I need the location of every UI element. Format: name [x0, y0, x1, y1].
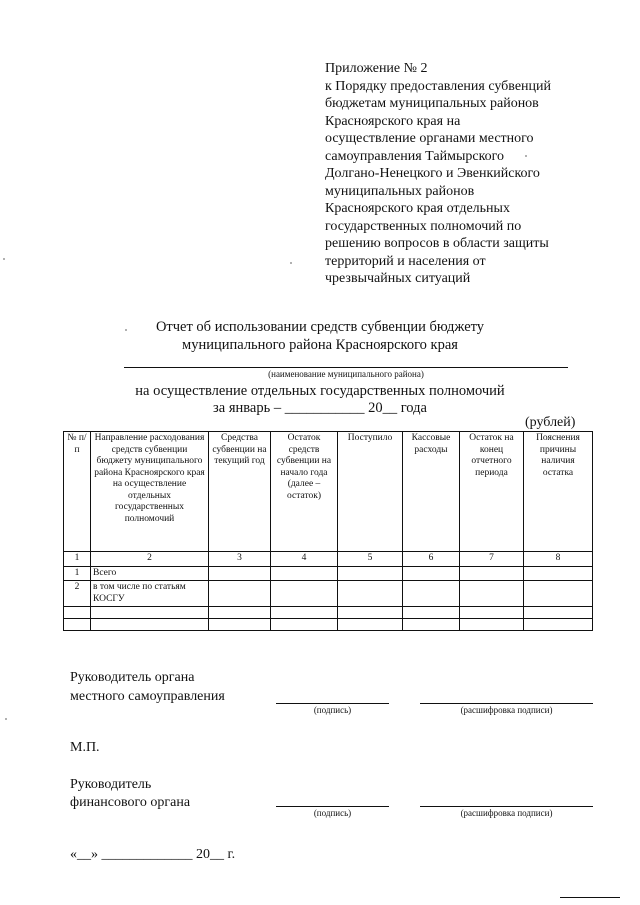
- appendix-line: бюджетам муниципальных районов: [325, 96, 539, 111]
- units-label: (рублей): [525, 415, 576, 430]
- table-cell: [271, 607, 338, 619]
- head-label-line1: Руководитель органа: [70, 670, 195, 685]
- table-cell: [271, 566, 338, 581]
- table-cell: [524, 607, 593, 619]
- appendix-line: Долгано-Ненецкого и Эвенкийского: [325, 166, 540, 181]
- appendix-line: самоуправления Таймырского: [325, 148, 505, 164]
- fin-decode-line: [420, 806, 593, 807]
- date-line: «__» _____________ 20__ г.: [70, 847, 236, 862]
- table-row: [64, 619, 593, 631]
- appendix-line: Красноярского края на: [325, 113, 461, 129]
- table-cell: в том числе по статьям КОСГУ: [91, 581, 209, 607]
- table-cell: [209, 619, 271, 631]
- table-cell: [338, 566, 403, 581]
- table-cell: Направление расходования средств субвенции бюджету муниципального района Красноярского края на осуществление отдельных государственных полномочий: [91, 432, 209, 552]
- district-name-caption: (наименование муниципального района): [268, 369, 424, 379]
- table-cell: [338, 581, 403, 607]
- table-cell: 3: [209, 552, 271, 567]
- table-cell: [524, 619, 593, 631]
- table-cell: 4: [271, 552, 338, 567]
- head-label-line2: местного самоуправления: [70, 689, 225, 704]
- table-cell: [209, 566, 271, 581]
- table-cell: [338, 619, 403, 631]
- table-cell: [403, 581, 460, 607]
- head-signature-caption: (подпись): [313, 705, 352, 715]
- table-cell: Кассовые расходы: [403, 432, 460, 552]
- table-cell: [64, 619, 91, 631]
- scan-speck: [290, 262, 292, 264]
- table-cell: Пояснения причины наличия остатка: [524, 432, 593, 552]
- table-cell: [209, 607, 271, 619]
- table-cell: [460, 566, 524, 581]
- table-header-row: [64, 432, 593, 552]
- report-title-line2: муниципального района Красноярского края: [182, 337, 458, 353]
- table-row: [64, 607, 593, 619]
- appendix-line: чрезвычайных ситуаций: [325, 271, 471, 286]
- report-title-line3: на осуществление отдельных государственных полномочий: [135, 383, 505, 399]
- report-period: за январь – ___________ 20__ года: [213, 400, 427, 416]
- table-cell: 6: [403, 552, 460, 567]
- table-cell: Остаток на конец отчетного периода: [460, 432, 524, 552]
- bottom-rule: [560, 897, 620, 898]
- table-cell: [403, 619, 460, 631]
- table-cell: [460, 619, 524, 631]
- table-row: [64, 566, 593, 581]
- scan-speck: [525, 155, 527, 157]
- table-cell: [271, 619, 338, 631]
- stamp-label: М.П.: [70, 740, 100, 755]
- scan-speck: [5, 718, 7, 720]
- head-signature-line: [276, 703, 389, 704]
- table-cell: [91, 607, 209, 619]
- appendix-line: территорий и населения от: [325, 253, 486, 269]
- table-cell: Всего: [91, 566, 209, 581]
- fin-decode-caption: (расшифровка подписи): [460, 808, 553, 818]
- head-decode-caption: (расшифровка подписи): [460, 705, 553, 715]
- table-cell: 1: [64, 552, 91, 567]
- fin-signature-caption: (подпись): [313, 808, 352, 818]
- table-cell: [209, 581, 271, 607]
- appendix-line: к Порядку предоставления субвенций: [325, 78, 552, 94]
- fin-label-line1: Руководитель: [70, 777, 152, 792]
- table-cell: [460, 581, 524, 607]
- appendix-line: государственных полномочий по: [325, 218, 522, 234]
- appendix-line: Красноярского края отдельных: [325, 201, 510, 216]
- district-name-line: [124, 367, 568, 368]
- report-table: [63, 431, 593, 631]
- table-cell: [403, 607, 460, 619]
- table-cell: 2: [64, 581, 91, 607]
- table-cell: [403, 566, 460, 581]
- appendix-line: Приложение № 2: [325, 61, 428, 76]
- table-cell: 2: [91, 552, 209, 567]
- table-cell: 8: [524, 552, 593, 567]
- table-cell: 7: [460, 552, 524, 567]
- table-cell: [524, 566, 593, 581]
- appendix-line: решению вопросов в области защиты: [325, 236, 549, 251]
- table-cell: № п/п: [64, 432, 91, 552]
- table-cell: [338, 607, 403, 619]
- table-cell: [524, 581, 593, 607]
- table-cell: [91, 619, 209, 631]
- report-title-line1: Отчет об использовании средств субвенции бюджету: [155, 319, 485, 335]
- table-row: [64, 581, 593, 607]
- appendix-line: муниципальных районов: [325, 183, 475, 199]
- table-cell: 5: [338, 552, 403, 567]
- table-number-row: [64, 552, 593, 567]
- table-cell: Поступило: [338, 432, 403, 552]
- table-cell: [271, 581, 338, 607]
- scan-speck: [3, 258, 5, 260]
- table-cell: 1: [64, 566, 91, 581]
- head-decode-line: [420, 703, 593, 704]
- table-cell: [460, 607, 524, 619]
- table-cell: Средства субвенции на текущий год: [209, 432, 271, 552]
- fin-signature-line: [276, 806, 389, 807]
- scan-speck: [125, 329, 127, 331]
- table-cell: [64, 607, 91, 619]
- appendix-line: осуществление органами местного: [325, 131, 534, 146]
- table-cell: Остаток средств субвенции на начало года (далее – остаток): [271, 432, 338, 552]
- fin-label-line2: финансового органа: [70, 795, 191, 810]
- appendix-block: [325, 60, 615, 288]
